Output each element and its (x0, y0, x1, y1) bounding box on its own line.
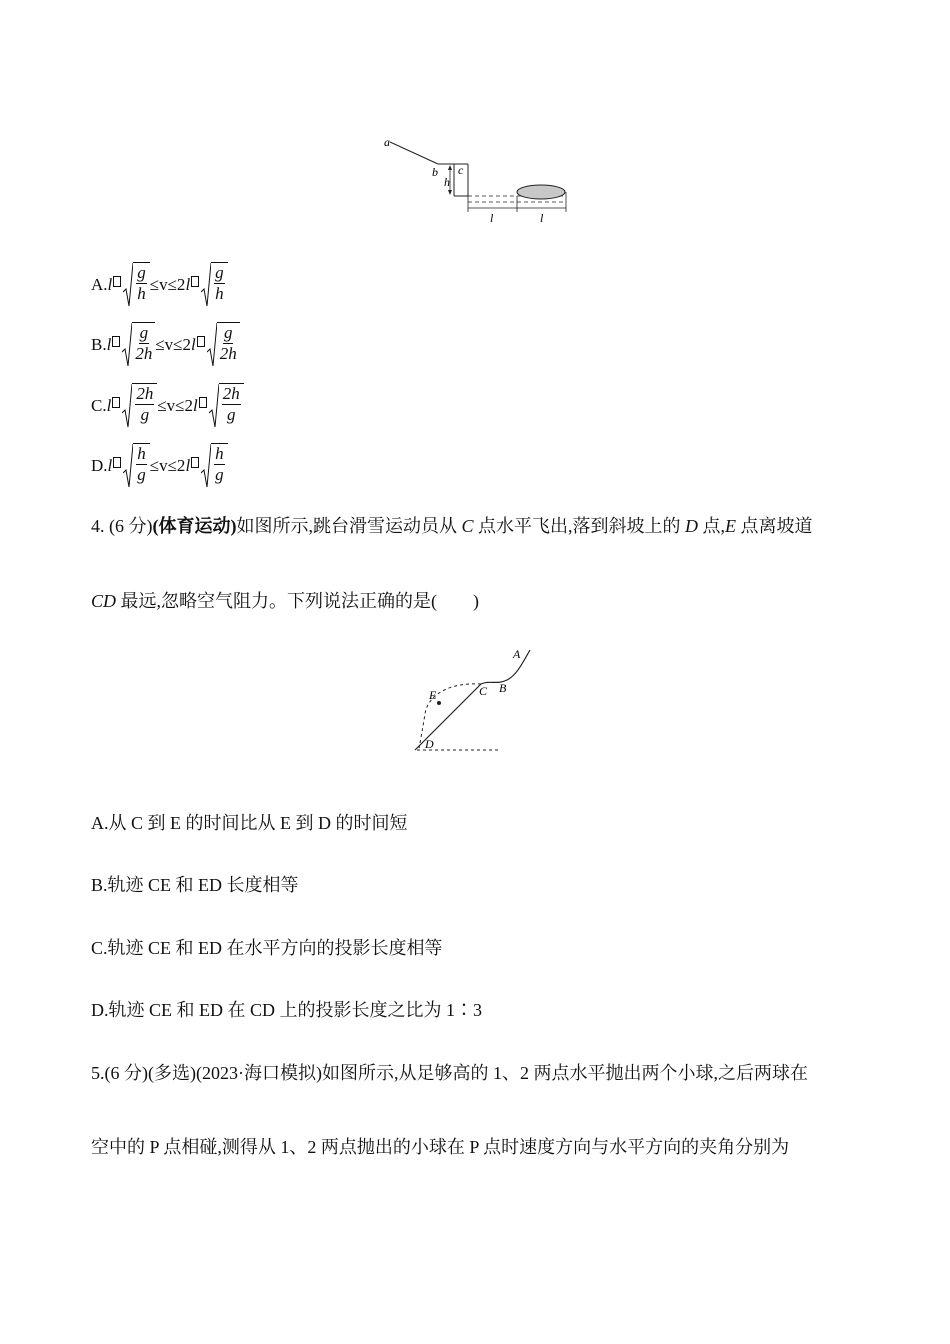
fraction-denominator: 2h (219, 344, 237, 363)
q4-stem-line1: 4. (6 分)(体育运动)如图所示,跳台滑雪运动员从 C 点水平飞出,落到斜坡上的 D 点,E 点离坡道 (91, 516, 813, 536)
point-E (437, 701, 441, 705)
radical (209, 383, 244, 429)
q4-stem-line2: CD 最远,忽略空气阻力。下列说法正确的是( ) (91, 591, 480, 611)
label-D: D (425, 737, 434, 751)
fraction-denominator: h (137, 284, 146, 303)
placeholder-box-icon (191, 457, 199, 468)
fraction-denominator: g (215, 465, 224, 484)
label-E: E (429, 688, 437, 702)
q5-line1: 5.(6 分)(多选)(2023·海口模拟)如图所示,从足够高的 1、2 两点水平抛出两个小球,之后两球在 (91, 1063, 808, 1083)
q4-option-D: D.轨迹 CE 和 ED 在 CD 上的投影长度之比为 1∶3 (91, 1000, 482, 1020)
q4-option-C: C.轨迹 CE 和 ED 在水平方向的投影长度相等 (91, 938, 443, 958)
disc (517, 185, 565, 199)
label-h: h (444, 175, 450, 189)
fraction-numerator: g (139, 323, 149, 342)
option-relation: ≤v≤2 (149, 456, 186, 475)
figure-ski-jump (405, 640, 545, 760)
option-relation: ≤v≤2 (155, 335, 191, 354)
placeholder-box-icon (197, 336, 205, 347)
q4-option-A: A.从 C 到 E 的时间比从 E 到 D 的时间短 (91, 813, 408, 833)
fraction-numerator: h (137, 444, 146, 463)
option-var: l (107, 456, 113, 475)
fraction-denominator: g (140, 405, 150, 424)
figure-ramp-diagram (378, 130, 578, 230)
fraction-denominator: 2h (135, 344, 153, 363)
slope-curve (481, 650, 530, 684)
radical (123, 443, 150, 489)
fraction-numerator: g (223, 323, 233, 342)
placeholder-box-icon (113, 457, 121, 468)
label-b: b (432, 165, 438, 179)
label-C: C (479, 684, 488, 698)
option-var2: l (193, 396, 198, 415)
label-a: a (384, 135, 390, 149)
label-c: c (458, 163, 464, 177)
q3-option-C (91, 383, 244, 429)
label-l1: l (490, 211, 494, 225)
option-var2: l (191, 335, 196, 354)
fraction-denominator: g (137, 465, 146, 484)
option-prefix: A. (91, 275, 108, 294)
radical (122, 383, 157, 429)
option-relation: ≤v≤2 (149, 275, 186, 294)
q4-option-B: B.轨迹 CE 和 ED 长度相等 (91, 875, 299, 895)
fraction-numerator: g (137, 263, 146, 282)
q3-option-B (91, 322, 240, 368)
radical (122, 322, 155, 368)
label-A: A (513, 647, 521, 661)
fraction-numerator: g (215, 263, 224, 282)
fraction-numerator: 2h (222, 384, 240, 403)
q3-option-A (91, 262, 228, 308)
option-var2: l (185, 275, 191, 294)
radical (123, 262, 150, 308)
option-var: l (106, 335, 112, 354)
placeholder-box-icon (199, 397, 207, 408)
option-relation: ≤v≤2 (157, 396, 193, 415)
option-var: l (106, 396, 112, 415)
fraction-denominator: h (215, 284, 224, 303)
placeholder-box-icon (112, 397, 120, 408)
q3-option-D (91, 443, 228, 489)
option-prefix: D. (91, 456, 108, 475)
option-prefix: B. (91, 335, 107, 354)
fraction-denominator: g (226, 405, 236, 424)
radical (207, 322, 240, 368)
option-var: l (107, 275, 113, 294)
placeholder-box-icon (112, 336, 120, 347)
fraction-numerator: 2h (136, 384, 154, 403)
option-prefix: C. (91, 396, 107, 415)
q5-line2: 空中的 P 点相碰,测得从 1、2 两点抛出的小球在 P 点时速度方向与水平方向的夹角分别为 (91, 1137, 790, 1157)
placeholder-box-icon (113, 276, 121, 287)
option-var2: l (185, 456, 191, 475)
fraction-numerator: h (215, 444, 224, 463)
label-l2: l (540, 211, 544, 225)
label-B: B (499, 681, 507, 695)
radical (201, 443, 228, 489)
radical (201, 262, 228, 308)
placeholder-box-icon (191, 276, 199, 287)
q4-tag: (体育运动) (152, 516, 237, 536)
